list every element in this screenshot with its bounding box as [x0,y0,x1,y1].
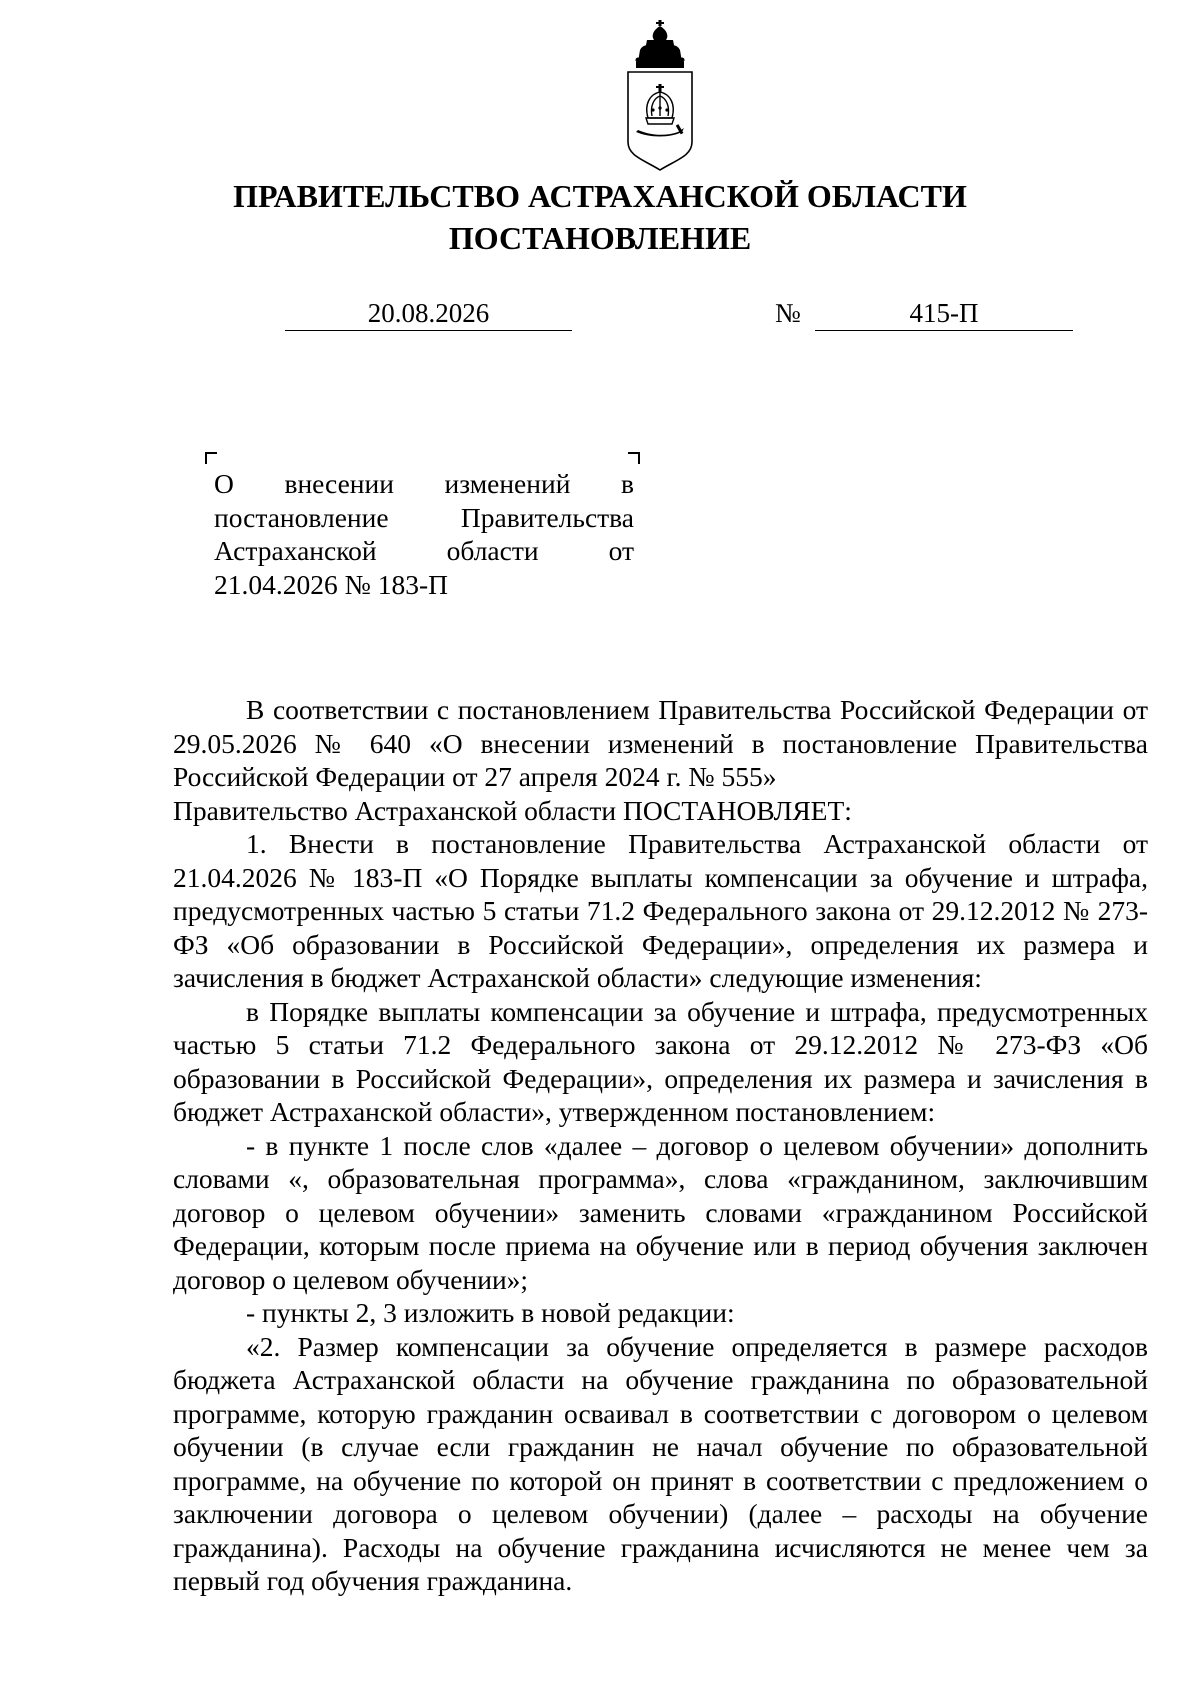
government-title: ПРАВИТЕЛЬСТВО АСТРАХАНСКОЙ ОБЛАСТИ [233,178,967,214]
body-paragraph: 1. Внести в постановление Правительства Астраханской области от 21.04.2026 № 183-П «О Порядке выплаты компенсации за обучение и штрафа, предусмотренных частью 5 статьи 71.2 Федерального закона от 29.12.2012 № 273-ФЗ «Об образовании в Российской Федерации», определения их размера и зачисления в бюджет Астраханской области» следующие изменения: [173,828,1148,993]
body-paragraph: - в пункте 1 после слов «далее – договор о целевом обучении» дополнить словами «, образовательная программа», слова «гражданином, заключившим договор о целевом обучении» заменить словами «гражданином Российской Федерации, которым после приема на обучение или в период обучения заключен договор о целевом обучении»; [173,1129,1148,1295]
subject-corner-right [628,452,640,464]
document-body [173,693,1148,1598]
preamble-paragraph: В соответствии с постановлением Правительства Российской Федерации от 29.05.2026 № 640 «О внесении изменений в постановление Правительства Российской Федерации от 27 апреля 2024 г. № 555» [173,694,1148,792]
body-paragraph: - пункты 2, 3 изложить в новой редакции: [246,1297,735,1328]
document-type-title: ПОСТАНОВЛЕНИЕ [448,220,752,256]
document-date: 20.08.2026 [285,296,572,331]
resolution-paragraph: Правительство Астраханской области ПОСТАНОВЛЯЕТ: [173,794,852,826]
body-paragraph: в Порядке выплаты компенсации за обучение и штрафа, предусмотренных частью 5 статьи 71.2 Федерального закона от 29.12.2012 № 273-ФЗ «Об образовании в Российской Федерации», определения их размера и зачисления в бюджет Астраханской области», утвержденном постановлением: [173,995,1148,1127]
number-sign: № [775,298,801,328]
coat-of-arms-icon [620,20,700,172]
body-paragraph: «2. Размер компенсации за обучение определяется в размере расходов бюджета Астраханской области на обучение гражданина по образовательной программе, которую гражданин осваивал в соответствии с договором о целевом обучении (в случае если гражданин не начал обучение по образовательной программе, на обучение по которой он принят в соответствии с предложением о заключении договора о целевом обучении) (далее – расходы на обучение гражданина). Расходы на обучение гражданина исчисляются не менее чем за первый год обучения гражданина. [173,1330,1148,1596]
document-subject: О внесении изменений в постановление Правительства Астраханской области от 21.04.2026 № 183-П [214,468,634,600]
subject-corner-left [205,452,217,464]
document-number: 415-П [815,296,1073,331]
